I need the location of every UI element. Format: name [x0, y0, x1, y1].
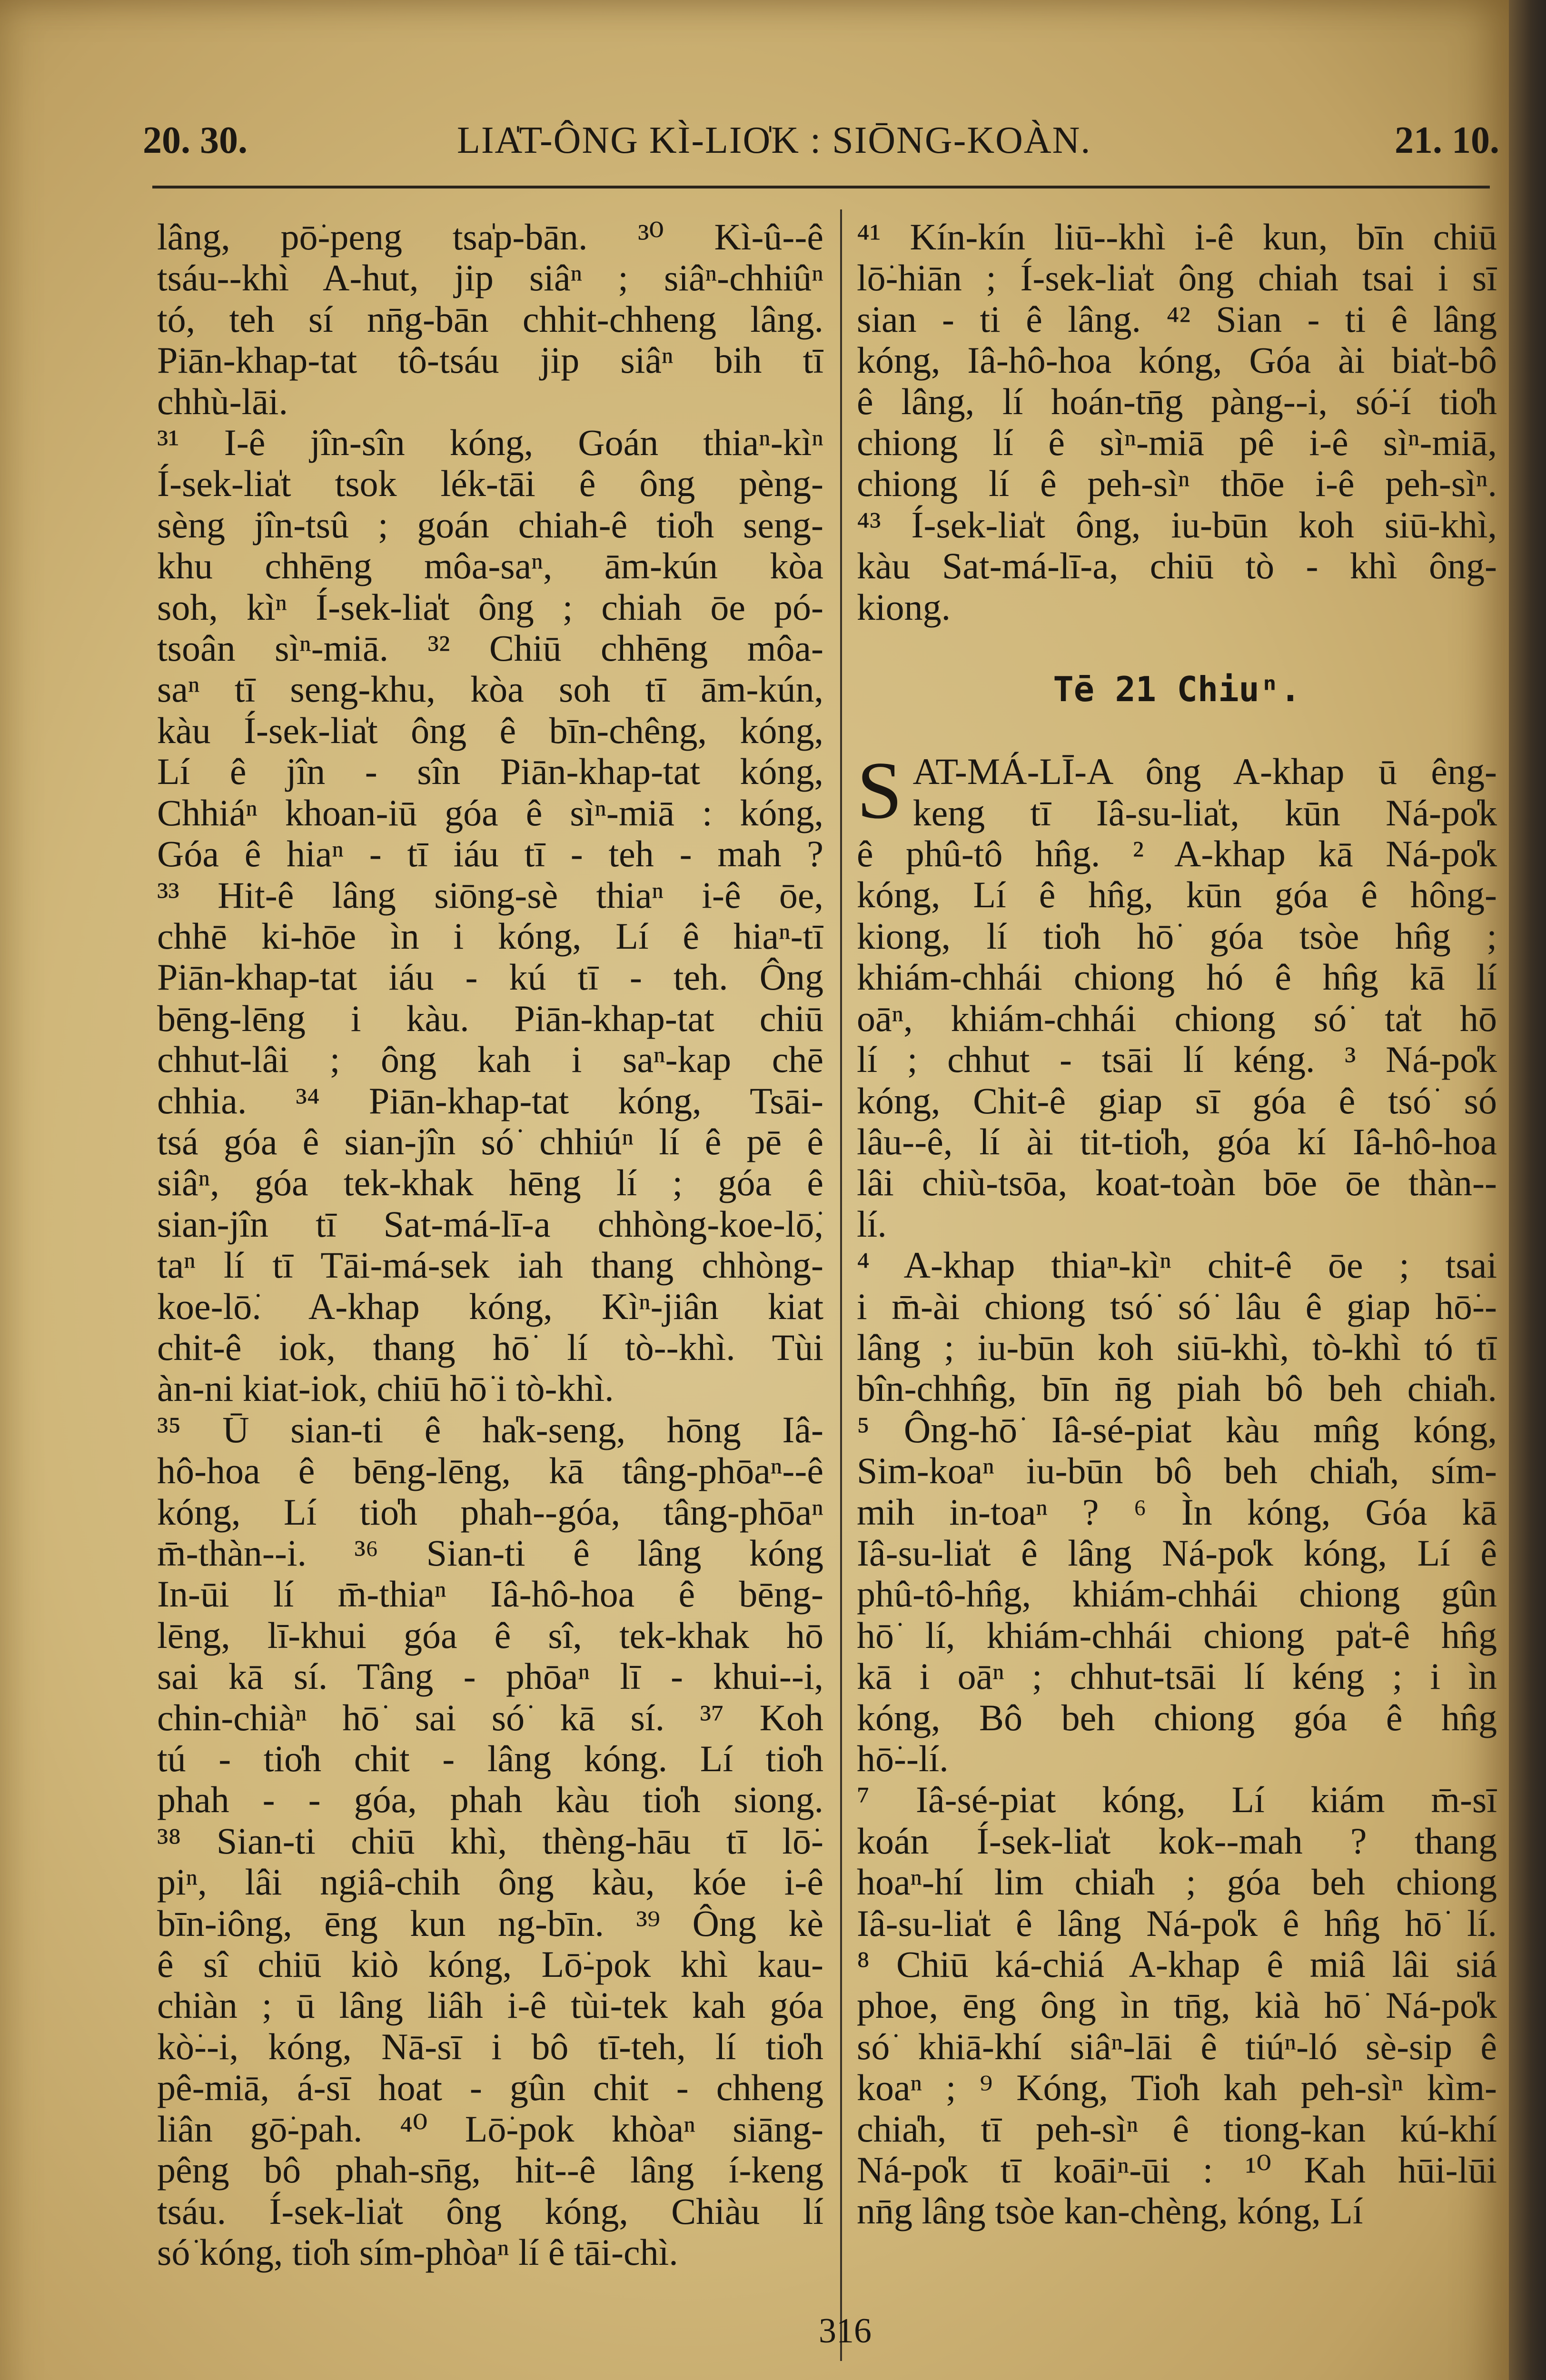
text-line: saⁿ tī seng-khu, kòa soh tī ām-kún, [157, 669, 823, 710]
text-line: mih in-toaⁿ ? ⁶ Ìn kóng, Góa kā [857, 1491, 1497, 1533]
text-line: ⁷ Iâ-sé-piat kóng, Lí kiám m̄-sī [857, 1779, 1497, 1821]
text-line: pê-miā, á-sī hoat - gûn chit - chheng [157, 2067, 823, 2109]
text-line: phoe, ēng ông ìn tn̄g, kià hō͘ Ná-po̍k [857, 1985, 1497, 2026]
page-number: 316 [819, 2311, 872, 2350]
text-line: bēng-lēng i kàu. Piān-khap-tat chiū [157, 998, 823, 1039]
text-line: lí. [857, 1203, 887, 1245]
text-line: chin-chiàⁿ hō͘ sai só͘ kā sí. ³⁷ Koh [157, 1697, 823, 1738]
text-line: pêng bô phah-sn̄g, hit--ê lâng í-keng [157, 2150, 823, 2191]
text-line: i m̄-ài chiong tsó͘ só͘ lâu ê giap hō͘-- [857, 1286, 1497, 1327]
text-line: kàu Í-sek-lia̍t ông ê bīn-chêng, kóng, [157, 710, 823, 751]
header-book-title: LIA̍T-ÔNG KÌ-LIO̍K : SIŌNG-KOÀN. [457, 119, 1091, 161]
text-line: khu chhēng môa-saⁿ, ām-kún kòa [157, 545, 823, 587]
chapter-opening [857, 745, 1497, 2232]
text-line: Chhiáⁿ khoan-iū góa ê sìⁿ-miā : kóng, [157, 792, 823, 833]
text-line: ³¹ I-ê jîn-sîn kóng, Goán thiaⁿ-kìⁿ [157, 422, 823, 464]
text-line: kóng, Chit-ê giap sī góa ê tsó͘ só͘ [857, 1080, 1497, 1121]
text-line: tú - tio̍h chit - lâng kóng. Lí tio̍h [157, 1738, 823, 1780]
text-line: kóng, Lí tio̍h phah--góa, tâng-phōaⁿ [157, 1491, 823, 1533]
page-edge-shadow [1509, 0, 1546, 2380]
drop-cap: S [857, 745, 902, 836]
text-line: Iâ-su-lia̍t ê lâng Ná-po̍k ê hn̂g hō͘ lí. [857, 1903, 1497, 1944]
text-line: ³³ Hit-ê lâng siōng-sè thiaⁿ i-ê ōe, [157, 874, 823, 916]
text-line: Í-sek-lia̍t tsok lék-tāi ê ông pèng- [157, 463, 823, 505]
chapter-heading: Tē 21 Chiuⁿ. [1053, 669, 1301, 710]
text-line: chhia. ³⁴ Piān-khap-tat kóng, Tsāi- [157, 1080, 823, 1121]
text-line: kiong. [857, 586, 951, 628]
text-line: Piān-khap-tat iáu - kú tī - teh. Ông [157, 957, 823, 998]
text-line: chiong lí ê sìⁿ-miā pê i-ê sìⁿ-miā, [857, 422, 1497, 464]
text-line: só͘ khiā-khí siâⁿ-lāi ê tiúⁿ-ló sè-sip ê [857, 2026, 1497, 2067]
text-line: kóng, Lí ê hn̂g, kūn góa ê hông- [857, 874, 1497, 916]
text-line: nn̄g lâng tsòe kan-chèng, kóng, Lí [857, 2191, 1363, 2232]
left-column [157, 217, 823, 2273]
text-line: lēng, lī-khui góa ê sî, tek-khak hō͘ [157, 1615, 823, 1656]
text-line: taⁿ lí tī Tāi-má-sek iah thang chhòng- [157, 1245, 823, 1286]
text-line: piⁿ, lâi ngiâ-chih ông kàu, kóe i-ê [157, 1862, 823, 1903]
text-line: sai kā sí. Tâng - phōaⁿ lī - khui--i, [157, 1656, 823, 1697]
text-line: In-ūi lí m̄-thiaⁿ Iâ-hô-hoa ê bēng- [157, 1574, 823, 1615]
text-line: Sim-koaⁿ iu-būn bô beh chia̍h, sím- [857, 1450, 1497, 1492]
text-line: tó, teh sí nn̄g-bān chhit-chheng lâng. [157, 298, 823, 340]
text-line: kàu Sat-má-lī-a, chiū tò - khì ông- [857, 545, 1497, 587]
text-line: khiám-chhái chiong hó ê hn̂g kā lí [857, 957, 1497, 998]
text-line: siâⁿ, góa tek-khak hēng lí ; góa ê [157, 1162, 823, 1204]
text-line: tsá góa ê sian-jîn só͘ chhiúⁿ lí ê pē ê [157, 1121, 823, 1162]
text-line: tsáu. Í-sek-lia̍t ông kóng, Chiàu lí [157, 2191, 823, 2232]
text-line: ê lâng, lí hoán-tn̄g pàng--i, só͘-í tio̍h [857, 381, 1497, 422]
text-line: sian - ti ê lâng. ⁴² Sian - ti ê lâng [857, 298, 1497, 340]
text-line: soh, kìⁿ Í-sek-lia̍t ông ; chiah ōe pó- [157, 586, 823, 628]
text-line: ⁵ Ông-hō͘ Iâ-sé-piat kàu mn̂g kóng, [857, 1409, 1497, 1450]
text-line: keng tī Iâ-su-lia̍t, kūn Ná-po̍k [912, 792, 1497, 833]
text-line: ³⁵ Ū sian-ti ê ha̍k-seng, hōng Iâ- [157, 1409, 823, 1450]
text-line: ⁴¹ Kín-kín liū--khì i-ê kun, bīn chiū [857, 217, 1497, 258]
text-line: oāⁿ, khiám-chhái chiong só͘ ta̍t hō͘ [857, 998, 1497, 1039]
text-line: chhut-lâi ; ông kah i saⁿ-kap chē [157, 1039, 823, 1081]
text-line: ⁴ A-khap thiaⁿ-kìⁿ chit-ê ōe ; tsai [857, 1245, 1497, 1286]
text-line: chiong lí ê peh-sìⁿ thōe i-ê peh-sìⁿ. [857, 463, 1497, 505]
text-line: phû-tô-hn̂g, khiám-chhái chiong gûn [857, 1574, 1497, 1615]
text-line: kā i oāⁿ ; chhut-tsāi lí kéng ; i ìn [857, 1656, 1497, 1697]
text-line: sian-jîn tī Sat-má-lī-a chhòng-koe-lō͘, [157, 1203, 823, 1245]
text-line: Iâ-su-lia̍t ê lâng Ná-po̍k kóng, Lí ê [857, 1532, 1497, 1574]
text-line: Ná-po̍k tī koāiⁿ-ūi : ¹⁰ Kah hūi-lūi [857, 2150, 1497, 2191]
header-verse-end: 21. 10. [1395, 119, 1499, 161]
text-line: lō͘-hiān ; Í-sek-lia̍t ông chiah tsai i sī [857, 258, 1497, 299]
header-rule [152, 186, 1490, 188]
text-line: AT-MÁ-LĪ-A ông A-khap ū êng- [912, 751, 1497, 793]
text-line: lâi chiù-tsōa, koat-toàn bōe ōe thàn-- [857, 1162, 1497, 1204]
text-line: ⁴³ Í-sek-lia̍t ông, iu-būn koh siū-khì, [857, 504, 1497, 545]
text-line: Lí ê jîn - sîn Piān-khap-tat kóng, [157, 751, 823, 793]
text-line: kiong, lí tio̍h hō͘ góa tsòe hn̂g ; [857, 915, 1497, 957]
right-column [857, 217, 1497, 2232]
text-line: hō͘ lí, khiám-chhái chiong pa̍t-ê hn̂g [857, 1615, 1497, 1656]
text-line: chit-ê iok, thang hō͘ lí tò--khì. Tùi [157, 1327, 823, 1368]
text-line: lâu--ê, lí ài tit-tio̍h, góa kí Iâ-hô-hoa [857, 1121, 1497, 1162]
text-line: koaⁿ ; ⁹ Kóng, Tio̍h kah peh-sìⁿ kìm- [857, 2067, 1497, 2109]
text-line: chhē ki-hōe ìn i kóng, Lí ê hiaⁿ-tī [157, 915, 823, 957]
text-line: ê sî chiū kiò kóng, Lō͘-pok khì kau- [157, 1944, 823, 1985]
text-line: ⁸ Chiū ká-chiá A-khap ê miâ lâi siá [857, 1944, 1497, 1985]
text-line: hō͘--lí. [857, 1738, 949, 1779]
text-line: koe-lō͘. A-khap kóng, Kìⁿ-jiân kiat [157, 1286, 823, 1327]
text-line: tsoân sìⁿ-miā. ³² Chiū chhēng môa- [157, 628, 823, 669]
text-line: liân gō͘-pah. ⁴⁰ Lō͘-pok khòaⁿ siāng- [157, 2108, 823, 2150]
text-line: ³⁸ Sian-ti chiū khì, thèng-hāu tī lō͘- [157, 1820, 823, 1862]
text-line: bîn-chhn̂g, bīn n̄g piah bô beh chia̍h. [857, 1368, 1497, 1409]
text-line: phah - - góa, phah kàu tio̍h siong. [157, 1779, 823, 1821]
text-line: chhù-lāi. [157, 381, 288, 422]
text-line: sèng jîn-tsû ; goán chiah-ê tio̍h seng- [157, 504, 823, 545]
text-line: lâng ; iu-būn koh siū-khì, tò-khì tó tī [857, 1327, 1497, 1368]
text-line: bīn-iông, ēng kun ng-bīn. ³⁹ Ông kè [157, 1903, 823, 1944]
text-line: chia̍h, tī peh-sìⁿ ê tiong-kan kú-khí [857, 2108, 1497, 2150]
text-line: m̄-thàn--i. ³⁶ Sian-ti ê lâng kóng [157, 1533, 823, 1574]
right-column-top-text [857, 217, 1497, 628]
header-verse-start: 20. 30. [143, 119, 248, 161]
text-line: koán Í-sek-lia̍t kok--mah ? thang [857, 1820, 1497, 1862]
right-column-bottom-text [857, 745, 1497, 2232]
text-line: kóng, Bô beh chiong góa ê hn̂g [857, 1697, 1497, 1738]
text-line: só͘ kóng, tio̍h sím-phòaⁿ lí ê tāi-chì. [157, 2231, 678, 2273]
text-line: tsáu--khì A-hut, jip siâⁿ ; siâⁿ-chhiûⁿ [157, 258, 823, 299]
text-line: ê phû-tô hn̂g. ² A-khap kā Ná-po̍k [857, 833, 1497, 875]
text-line: Piān-khap-tat tô-tsáu jip siâⁿ bih tī [157, 340, 823, 381]
column-divider [840, 209, 842, 2361]
running-header [143, 119, 1499, 176]
text-line: lí ; chhut - tsāi lí kéng. ³ Ná-po̍k [857, 1039, 1497, 1081]
text-line: kò͘--i, kóng, Nā-sī i bô tī-teh, lí tio̍h [157, 2026, 823, 2067]
text-line: hô-hoa ê bēng-lēng, kā tâng-phōaⁿ--ê [157, 1450, 823, 1492]
text-line: lâng, pō͘-peng tsa̍p-bān. ³⁰ Kì-û--ê [157, 217, 823, 258]
text-line: kóng, Iâ-hô-hoa kóng, Góa ài bia̍t-bô [857, 340, 1497, 381]
text-line: àn-ni kiat-iok, chiū hō͘ i tò-khì. [157, 1368, 614, 1409]
text-line: chiàn ; ū lâng liâh i-ê tùi-tek kah góa [157, 1985, 823, 2026]
text-line: hoaⁿ-hí lim chia̍h ; góa beh chiong [857, 1862, 1497, 1903]
text-line: Góa ê hiaⁿ - tī iáu tī - teh - mah ? [157, 833, 823, 875]
